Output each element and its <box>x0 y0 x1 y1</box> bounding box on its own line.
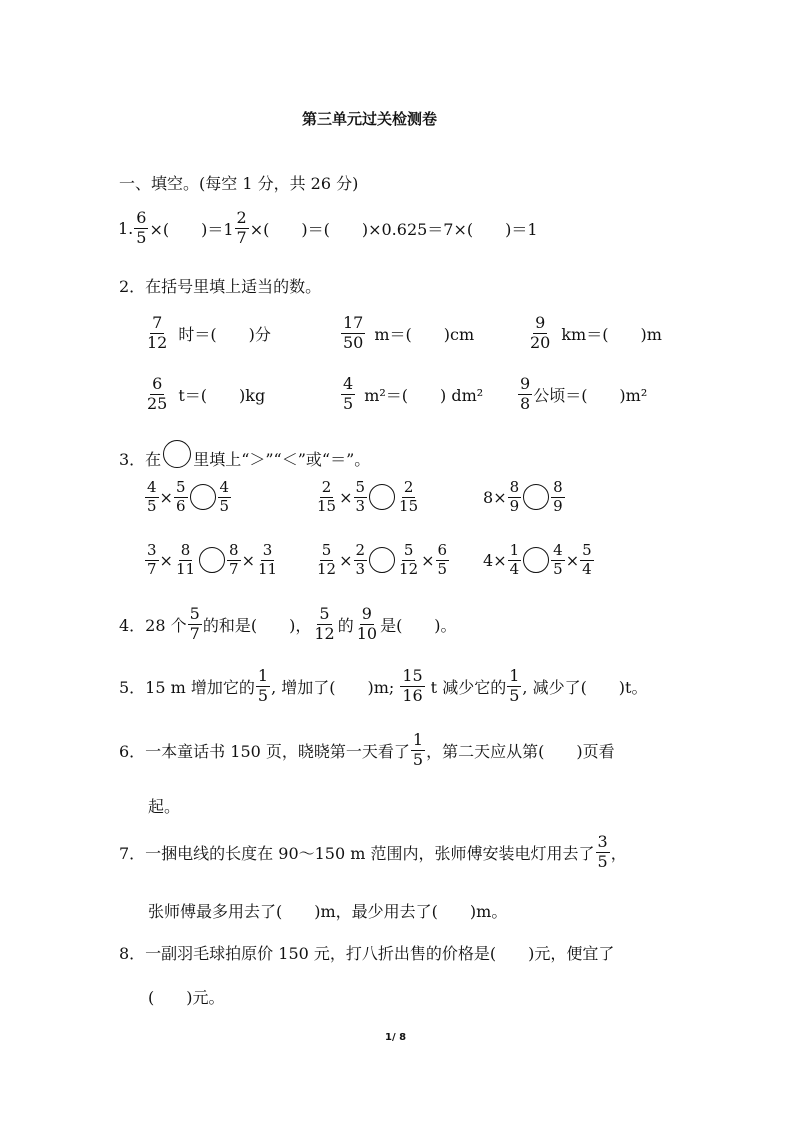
denominator: 11 <box>175 559 196 578</box>
question-number: 1. <box>118 218 134 238</box>
fraction <box>551 543 565 578</box>
fraction <box>145 315 169 352</box>
question-5 <box>119 668 647 705</box>
denominator: 5 <box>136 227 147 247</box>
fraction <box>528 315 552 352</box>
comparison-circle[interactable] <box>369 547 395 573</box>
question-7-continued: 张师傅最多用去了( )m，最少用去了( )m。 <box>148 902 508 921</box>
item-text: m＝( )cm <box>374 324 475 344</box>
denominator: 8 <box>520 393 531 413</box>
section-heading: 一、填空。(每空 1 分，共 26 分) <box>119 174 359 193</box>
fraction <box>134 210 148 247</box>
q2-item <box>517 376 647 413</box>
numerator: 5 <box>582 541 592 559</box>
question-6-continued: 起。 <box>148 797 181 816</box>
q2-item <box>144 376 265 413</box>
fraction <box>397 543 420 578</box>
numerator: 8 <box>180 541 191 559</box>
fraction <box>256 668 270 705</box>
comparison-circle[interactable] <box>190 484 216 510</box>
denominator: 5 <box>553 559 563 578</box>
denominator: 16 <box>402 685 423 705</box>
fraction <box>145 543 159 578</box>
fraction <box>354 480 368 515</box>
comparison-circle[interactable] <box>523 484 549 510</box>
item-text: km＝( )m <box>561 324 662 344</box>
comparison-item <box>314 480 421 515</box>
q2-item <box>527 315 662 352</box>
numerator: 2 <box>355 541 366 559</box>
fraction <box>400 668 424 705</box>
denominator: 15 <box>317 496 337 515</box>
numerator: 6 <box>136 208 147 227</box>
times-sign: × <box>241 550 255 570</box>
q2-item <box>340 315 474 352</box>
denominator: 12 <box>317 559 337 578</box>
denominator: 6 <box>175 496 186 515</box>
fraction <box>188 606 202 643</box>
numerator: 3 <box>262 541 273 559</box>
fraction <box>315 480 338 515</box>
fraction <box>354 543 368 578</box>
numerator: 4 <box>147 478 157 496</box>
times-sign: × <box>565 550 580 570</box>
denominator: 7 <box>189 623 200 643</box>
numerator: 17 <box>343 313 364 332</box>
q2-item <box>340 376 483 413</box>
fraction <box>312 606 336 643</box>
number: 4 <box>483 550 494 570</box>
numerator: 3 <box>597 832 608 851</box>
number: 8 <box>483 487 494 507</box>
question-text: ， <box>610 843 627 863</box>
fraction <box>256 543 279 578</box>
fraction <box>235 210 249 247</box>
fraction <box>551 480 565 515</box>
fraction <box>341 315 365 352</box>
question-text: 的 <box>337 615 354 635</box>
numerator: 9 <box>361 604 372 623</box>
fraction <box>508 480 522 515</box>
question-text: 5．15 m 增加它的 <box>119 677 255 697</box>
numerator: 5 <box>189 604 200 623</box>
fraction <box>508 543 522 578</box>
question-8: 8．一副羽毛球拍原价 150 元，打八折出售的价格是( )元，便宜了 <box>119 944 615 963</box>
comparison-circle[interactable] <box>199 547 225 573</box>
times-sign: × <box>339 550 353 570</box>
denominator: 15 <box>399 496 419 515</box>
numerator: 9 <box>535 313 546 332</box>
fraction <box>436 543 450 578</box>
denominator: 12 <box>399 559 419 578</box>
fraction <box>218 480 232 515</box>
fraction <box>518 376 532 413</box>
times-sign: × <box>159 487 173 507</box>
comparison-circle[interactable] <box>523 547 549 573</box>
numerator: 5 <box>321 541 332 559</box>
fraction <box>174 543 197 578</box>
comparison-item <box>483 543 595 578</box>
fraction <box>174 480 188 515</box>
denominator: 5 <box>147 496 157 515</box>
item-text: 时＝( )分 <box>178 324 271 344</box>
comparison-circle[interactable] <box>369 484 395 510</box>
numerator: 1 <box>412 730 424 749</box>
denominator: 10 <box>356 623 378 643</box>
question-1 <box>118 210 538 247</box>
question-text: 3．在 <box>119 449 162 469</box>
numerator: 2 <box>403 478 414 496</box>
times-sign: × <box>159 550 173 570</box>
comparison-item <box>144 543 280 578</box>
numerator: 1 <box>509 666 520 685</box>
numerator: 4 <box>343 374 354 393</box>
numerator: 5 <box>403 541 414 559</box>
numerator: 8 <box>509 478 520 496</box>
denominator: 9 <box>509 496 520 515</box>
question-text: 是( )。 <box>380 615 457 635</box>
times-sign: × <box>493 550 507 570</box>
numerator: 5 <box>175 478 186 496</box>
comparison-item <box>144 480 232 515</box>
denominator: 12 <box>314 623 335 643</box>
numerator: 4 <box>553 541 563 559</box>
comparison-item <box>314 543 450 578</box>
question-text: ×( )＝( )×0.625＝7×( )＝1 <box>249 219 538 239</box>
denominator: 9 <box>553 496 563 515</box>
fraction <box>315 543 338 578</box>
denominator: 5 <box>219 496 230 515</box>
numerator: 2 <box>236 208 247 227</box>
numerator: 6 <box>437 541 448 559</box>
fraction <box>341 376 355 413</box>
numerator: 8 <box>553 478 563 496</box>
denominator: 7 <box>147 559 157 578</box>
fraction <box>397 480 420 515</box>
item-text: m²＝( ) dm² <box>364 385 484 405</box>
numerator: 1 <box>257 666 269 685</box>
item-text: t＝( )kg <box>178 385 266 405</box>
numerator: 3 <box>147 541 157 559</box>
times-sign: × <box>339 487 353 507</box>
question-text: t 减少它的 <box>430 677 507 697</box>
question-text: 4．28 个 <box>119 615 187 635</box>
denominator: 5 <box>412 749 424 769</box>
question-text: 7．一捆电线的长度在 90～150 m 范围内，张师傅安装电灯用去了 <box>119 843 595 863</box>
denominator: 7 <box>236 227 247 247</box>
fraction <box>507 668 521 705</box>
question-text: ×( )＝1 <box>149 219 234 239</box>
denominator: 3 <box>355 496 366 515</box>
question-2: 2．在括号里填上适当的数。 <box>119 277 322 296</box>
question-text: , 减少了( )t。 <box>522 677 648 697</box>
denominator: 5 <box>257 685 269 705</box>
fraction <box>145 376 169 413</box>
item-text: 公顷＝( )m² <box>533 385 648 405</box>
numerator: 4 <box>219 478 230 496</box>
fraction <box>355 606 379 643</box>
question-6 <box>119 732 615 769</box>
fraction <box>411 732 425 769</box>
page-title: 第三单元过关检测卷 <box>302 110 438 128</box>
numerator: 9 <box>520 374 531 393</box>
times-sign: × <box>493 487 507 507</box>
question-text: ，第二天应从第( )页看 <box>426 741 615 761</box>
numerator: 7 <box>152 313 163 332</box>
denominator: 20 <box>530 332 551 352</box>
question-3 <box>119 440 370 476</box>
circle-icon <box>163 440 191 468</box>
denominator: 50 <box>343 332 364 352</box>
denominator: 11 <box>258 559 278 578</box>
denominator: 5 <box>343 393 354 413</box>
numerator: 6 <box>152 374 163 393</box>
fraction <box>145 480 159 515</box>
numerator: 1 <box>509 541 520 559</box>
times-sign: × <box>421 550 435 570</box>
numerator: 5 <box>355 478 366 496</box>
comparison-item <box>483 480 566 515</box>
denominator: 12 <box>147 332 168 352</box>
q2-item <box>144 315 271 352</box>
denominator: 5 <box>597 851 608 871</box>
numerator: 5 <box>319 604 330 623</box>
denominator: 3 <box>355 559 366 578</box>
denominator: 25 <box>147 393 168 413</box>
numerator: 15 <box>402 666 423 685</box>
question-8-continued: ( )元。 <box>148 988 225 1007</box>
question-7 <box>119 834 627 871</box>
fraction <box>227 543 241 578</box>
denominator: 5 <box>437 559 448 578</box>
fraction <box>580 543 594 578</box>
page-number: 1/ 8 <box>385 1032 407 1043</box>
fraction <box>596 834 610 871</box>
denominator: 7 <box>229 559 239 578</box>
question-text: 的和是( )， <box>202 615 312 635</box>
question-text: 6．一本童话书 150 页，晓晓第一天看了 <box>119 741 410 761</box>
question-4 <box>119 606 457 643</box>
denominator: 5 <box>509 685 520 705</box>
numerator: 8 <box>229 541 239 559</box>
question-text: , 增加了( )m; <box>271 677 395 697</box>
numerator: 2 <box>321 478 332 496</box>
denominator: 4 <box>509 559 520 578</box>
denominator: 4 <box>582 559 592 578</box>
question-text: 里填上“＞”“＜”或“＝”。 <box>193 449 371 469</box>
